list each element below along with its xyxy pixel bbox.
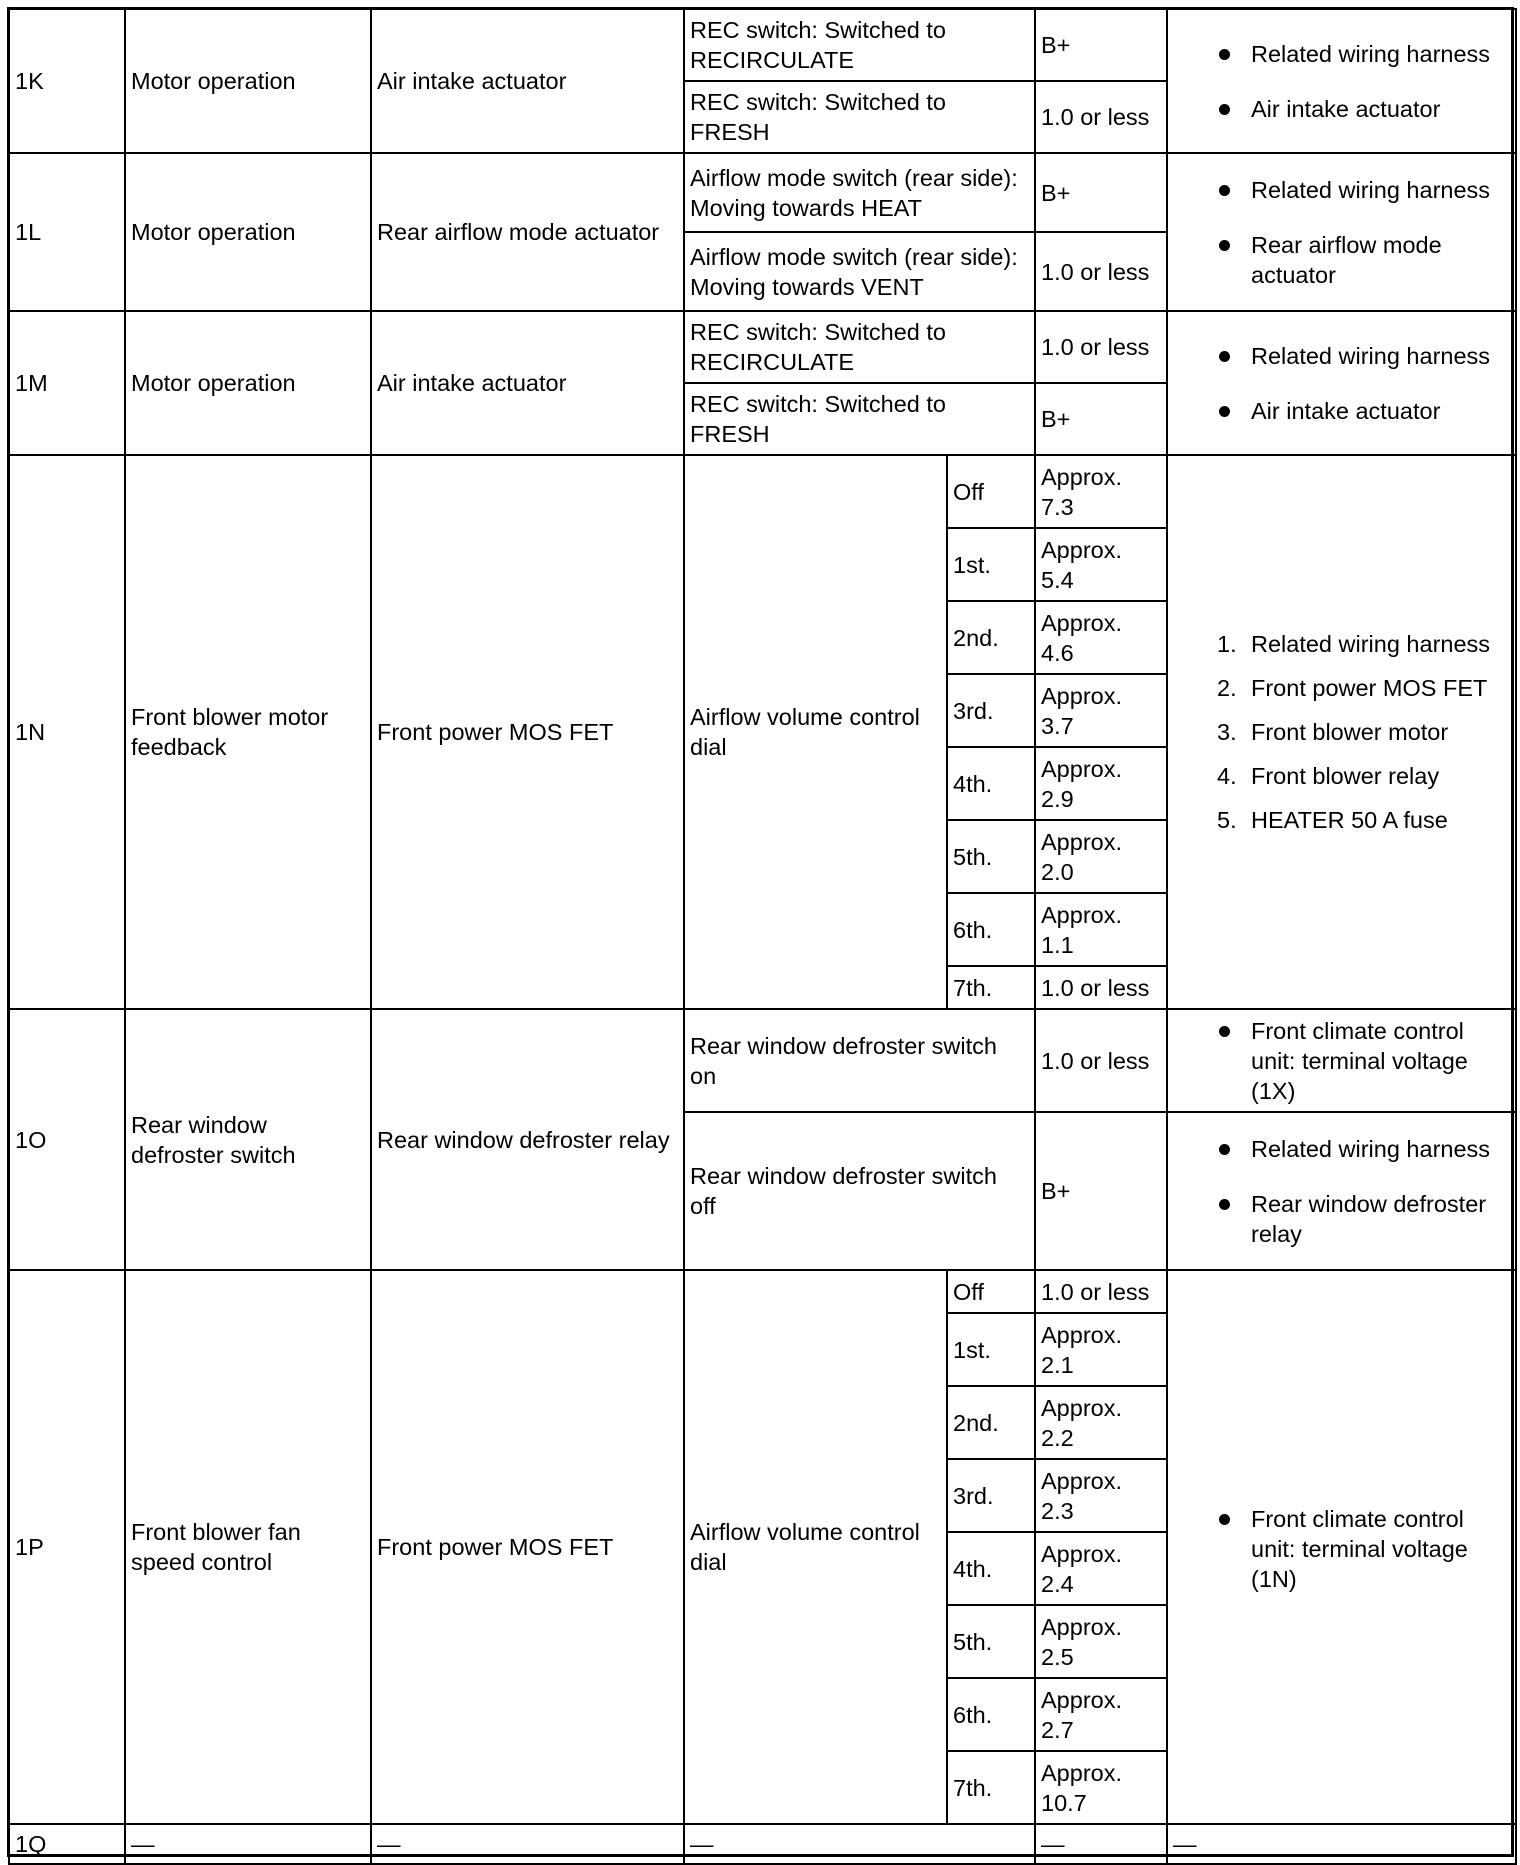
step-number: 3. <box>1217 719 1237 745</box>
voltage-cell: 1.0 or less <box>1035 311 1167 383</box>
voltage-cell: — <box>1035 1824 1167 1864</box>
list-item <box>1173 629 1510 659</box>
component-cell: Air intake actuator <box>371 9 684 153</box>
dial-position-cell: 1st. <box>947 528 1035 601</box>
terminal-cell: 1Q <box>9 1824 125 1864</box>
step-number: 5. <box>1217 807 1237 833</box>
voltage-cell: Approx. 2.5 <box>1035 1605 1167 1678</box>
notes-list <box>1173 1504 1510 1594</box>
voltage-cell: Approx. 7.3 <box>1035 455 1167 528</box>
notes-cell <box>1167 1270 1516 1824</box>
list-item <box>1173 673 1510 703</box>
list-item <box>1173 717 1510 747</box>
voltage-cell: 1.0 or less <box>1035 966 1167 1009</box>
voltage-cell: Approx. 2.7 <box>1035 1678 1167 1751</box>
voltage-cell: Approx. 4.6 <box>1035 601 1167 674</box>
notes-cell <box>1167 455 1516 1009</box>
terminal-cell: 1L <box>9 153 125 311</box>
condition-cell: REC switch: Switched to RECIRCULATE <box>684 311 1035 383</box>
voltage-cell: 1.0 or less <box>1035 81 1167 153</box>
list-item: Air intake actuator <box>1173 396 1510 426</box>
condition-cell: Rear window defroster switch on <box>684 1009 1035 1112</box>
voltage-cell: 1.0 or less <box>1035 1270 1167 1313</box>
component-cell: Front power MOS FET <box>371 1270 684 1824</box>
dial-position-cell: 2nd. <box>947 1386 1035 1459</box>
table-row <box>9 153 1516 232</box>
description-cell: Front blower fan speed control <box>125 1270 371 1824</box>
voltage-cell: Approx. 2.3 <box>1035 1459 1167 1532</box>
table-row <box>9 311 1516 383</box>
dial-position-cell: 7th. <box>947 966 1035 1009</box>
dial-position-cell: 3rd. <box>947 1459 1035 1532</box>
list-item: Related wiring harness <box>1173 39 1510 69</box>
dial-position-cell: 4th. <box>947 1532 1035 1605</box>
list-item: Related wiring harness <box>1173 341 1510 371</box>
voltage-cell: Approx. 5.4 <box>1035 528 1167 601</box>
dial-position-cell: 6th. <box>947 893 1035 966</box>
description-cell: Motor operation <box>125 9 371 153</box>
description-cell: Motor operation <box>125 153 371 311</box>
step-number: 1. <box>1217 631 1237 657</box>
list-item: Rear window defroster relay <box>1173 1189 1510 1249</box>
dial-position-cell: 4th. <box>947 747 1035 820</box>
notes-cell <box>1167 311 1516 455</box>
terminal-cell: 1N <box>9 455 125 1009</box>
description-cell: Rear window defroster switch <box>125 1009 371 1270</box>
voltage-cell: B+ <box>1035 9 1167 81</box>
notes-cell <box>1167 1112 1516 1270</box>
dial-position-cell: 5th. <box>947 1605 1035 1678</box>
list-item: Front climate control unit: terminal voltage (1N) <box>1173 1504 1510 1594</box>
description-cell: Motor operation <box>125 311 371 455</box>
list-item: Related wiring harness <box>1173 175 1510 205</box>
voltage-cell: Approx. 2.1 <box>1035 1313 1167 1386</box>
description-cell: Front blower motor feedback <box>125 455 371 1009</box>
voltage-cell: B+ <box>1035 1112 1167 1270</box>
notes-list <box>1173 1016 1510 1106</box>
step-text: Front blower relay <box>1251 763 1440 789</box>
dial-position-cell: 6th. <box>947 1678 1035 1751</box>
condition-cell: Airflow mode switch (rear side): Moving towards VENT <box>684 232 1035 311</box>
notes-list <box>1173 39 1510 124</box>
voltage-cell: Approx. 2.4 <box>1035 1532 1167 1605</box>
voltage-cell: Approx. 10.7 <box>1035 1751 1167 1824</box>
voltage-cell: 1.0 or less <box>1035 1009 1167 1112</box>
condition-cell: REC switch: Switched to FRESH <box>684 383 1035 455</box>
list-item: Front climate control unit: terminal voltage (1X) <box>1173 1016 1510 1106</box>
step-number: 2. <box>1217 675 1237 701</box>
component-cell: Front power MOS FET <box>371 455 684 1009</box>
notes-cell <box>1167 9 1516 153</box>
component-cell: Rear window defroster relay <box>371 1009 684 1270</box>
dial-position-cell: Off <box>947 1270 1035 1313</box>
voltage-cell: Approx. 2.2 <box>1035 1386 1167 1459</box>
condition-cell: — <box>684 1824 1035 1864</box>
dial-position-cell: 1st. <box>947 1313 1035 1386</box>
condition-cell: Airflow mode switch (rear side): Moving towards HEAT <box>684 153 1035 232</box>
list-item: Rear airflow mode actuator <box>1173 230 1510 290</box>
table-row <box>9 1009 1516 1112</box>
terminal-cell: 1P <box>9 1270 125 1824</box>
notes-cell: — <box>1167 1824 1516 1864</box>
list-item: Air intake actuator <box>1173 94 1510 124</box>
notes-cell <box>1167 153 1516 311</box>
voltage-cell: Approx. 3.7 <box>1035 674 1167 747</box>
table-row <box>9 455 1516 528</box>
list-item <box>1173 761 1510 791</box>
steps-list <box>1173 629 1510 835</box>
table-row <box>9 1270 1516 1313</box>
voltage-cell: B+ <box>1035 153 1167 232</box>
dial-position-cell: Off <box>947 455 1035 528</box>
condition-cell: REC switch: Switched to RECIRCULATE <box>684 9 1035 81</box>
notes-cell <box>1167 1009 1516 1112</box>
dial-position-cell: 2nd. <box>947 601 1035 674</box>
table-row <box>9 9 1516 81</box>
step-text: Front blower motor <box>1251 719 1449 745</box>
condition-cell: Airflow volume control dial <box>684 455 947 1009</box>
notes-list <box>1173 1134 1510 1249</box>
voltage-cell: 1.0 or less <box>1035 232 1167 311</box>
terminal-cell: 1O <box>9 1009 125 1270</box>
condition-cell: Airflow volume control dial <box>684 1270 947 1824</box>
voltage-cell: B+ <box>1035 383 1167 455</box>
description-cell: — <box>125 1824 371 1864</box>
component-cell: Air intake actuator <box>371 311 684 455</box>
notes-list <box>1173 175 1510 290</box>
component-cell: — <box>371 1824 684 1864</box>
step-text: Related wiring harness <box>1251 631 1491 657</box>
voltage-cell: Approx. 2.0 <box>1035 820 1167 893</box>
voltage-cell: Approx. 2.9 <box>1035 747 1167 820</box>
list-item <box>1173 805 1510 835</box>
terminal-cell: 1M <box>9 311 125 455</box>
condition-cell: Rear window defroster switch off <box>684 1112 1035 1270</box>
notes-list <box>1173 341 1510 426</box>
dial-position-cell: 5th. <box>947 820 1035 893</box>
terminal-cell: 1K <box>9 9 125 153</box>
step-number: 4. <box>1217 763 1237 789</box>
list-item: Related wiring harness <box>1173 1134 1510 1164</box>
dial-position-cell: 3rd. <box>947 674 1035 747</box>
voltage-cell: Approx. 1.1 <box>1035 893 1167 966</box>
step-text: Front power MOS FET <box>1251 675 1488 701</box>
component-cell: Rear airflow mode actuator <box>371 153 684 311</box>
table-row <box>9 1824 1516 1864</box>
step-text: HEATER 50 A fuse <box>1251 807 1448 833</box>
terminal-voltage-table <box>8 8 1517 1865</box>
condition-cell: REC switch: Switched to FRESH <box>684 81 1035 153</box>
dial-position-cell: 7th. <box>947 1751 1035 1824</box>
